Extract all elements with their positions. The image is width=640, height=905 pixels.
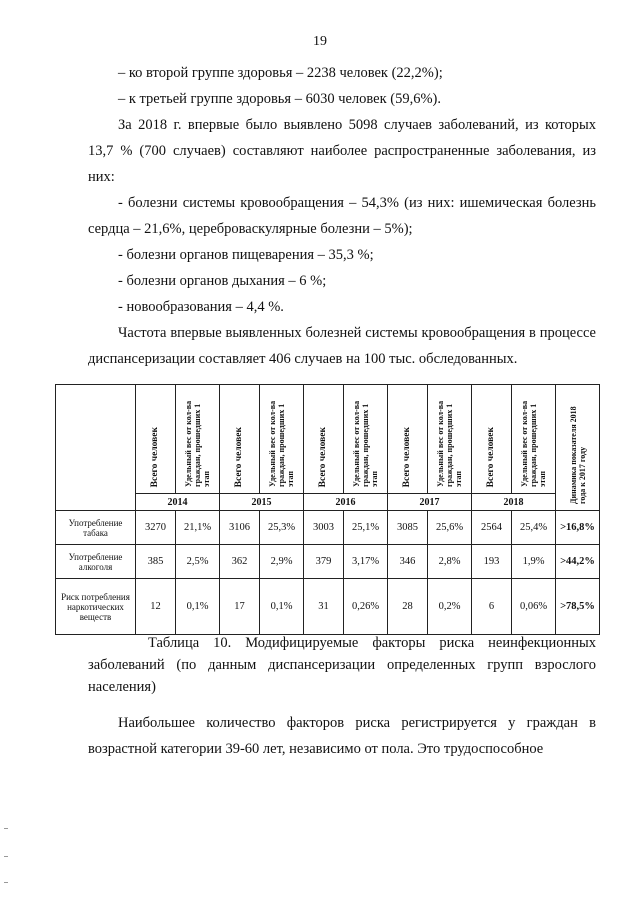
header-share-2018: Удельный вес от кол-ва граждан, прошедших 1 этап (512, 385, 556, 494)
table-caption: Таблица 10. Модифицируемые факторы риска неинфекционных заболеваний (по данным диспансеризации определенных групп взрослого населения) (88, 635, 596, 695)
table-cell: 362 (220, 545, 260, 579)
table-cell: 1,9% (512, 545, 556, 579)
year-2015: 2015 (220, 494, 304, 511)
table-cell: 193 (472, 545, 512, 579)
paragraph-circulatory: - болезни системы кровообращения – 54,3% (из них: ишемическая болезнь сердца – 21,6%, цереброваскулярные болезни – 5%); (88, 195, 596, 237)
table-cell: 17 (220, 579, 260, 635)
table-cell: 3106 (220, 511, 260, 545)
paragraph-digestive: - болезни органов пищеварения – 35,3 %; (118, 247, 374, 263)
dynamics-cell: >78,5% (556, 579, 600, 635)
header-dynamics: Динамика показателя 2018 года к 2017 году (556, 385, 600, 511)
header-corner (56, 385, 136, 511)
table-header-row (56, 385, 600, 494)
row-label: Употребление алкоголя (56, 545, 136, 579)
table-cell: 6 (472, 579, 512, 635)
table-cell: 0,2% (428, 579, 472, 635)
table-cell: 3,17% (344, 545, 388, 579)
table-cell: 12 (136, 579, 176, 635)
margin-mark (4, 856, 8, 857)
header-total-2017: Всего человек (388, 385, 428, 494)
page-number: 19 (313, 34, 327, 49)
row-label: Употребление табака (56, 511, 136, 545)
table-cell: 28 (388, 579, 428, 635)
table-cell: 346 (388, 545, 428, 579)
table-cell: 25,6% (428, 511, 472, 545)
table-cell: 21,1% (176, 511, 220, 545)
year-2017: 2017 (388, 494, 472, 511)
header-share-2014: Удельный вес от кол-ва граждан, прошедших 1 этап (176, 385, 220, 494)
year-2016: 2016 (304, 494, 388, 511)
table-cell: 385 (136, 545, 176, 579)
paragraph-frequency: Частота впервые выявленных болезней системы кровообращения в процессе диспансеризации составляет 406 случаев на 100 тыс. обследованных. (88, 325, 596, 367)
table-cell: 31 (304, 579, 344, 635)
table-cell: 3085 (388, 511, 428, 545)
header-share-2016: Удельный вес от кол-ва граждан, прошедших 1 этап (344, 385, 388, 494)
table-row-tobacco (56, 511, 600, 545)
header-total-2015: Всего человек (220, 385, 260, 494)
year-2018: 2018 (472, 494, 556, 511)
paragraph-respiratory: - болезни органов дыхания – 6 %; (118, 273, 327, 289)
paragraph-new-cases: За 2018 г. впервые было выявлено 5098 случаев заболеваний, из которых 13,7 % (700 случаев) составляют наиболее распространенные заболевания, из них: (88, 117, 596, 185)
table-cell: 2564 (472, 511, 512, 545)
header-total-2016: Всего человек (304, 385, 344, 494)
paragraph-risk-age: Наибольшее количество факторов риска регистрируется у граждан в возрастной категории 39-60 лет, независимо от пола. Это трудоспособное (88, 715, 596, 757)
table-cell: 25,1% (344, 511, 388, 545)
table-cell: 25,3% (260, 511, 304, 545)
table-cell: 2,5% (176, 545, 220, 579)
header-share-2017: Удельный вес от кол-ва граждан, прошедших 1 этап (428, 385, 472, 494)
paragraph-neoplasms: - новообразования – 4,4 %. (118, 299, 284, 315)
table-cell: 2,9% (260, 545, 304, 579)
margin-mark (4, 882, 8, 883)
header-total-2018: Всего человек (472, 385, 512, 494)
table-year-row (56, 494, 600, 511)
table-cell: 0,1% (260, 579, 304, 635)
paragraph-group-2: – ко второй группе здоровья – 2238 человек (22,2%); (118, 65, 443, 81)
table-row-drugs (56, 579, 600, 635)
table-cell: 25,4% (512, 511, 556, 545)
table-cell: 3270 (136, 511, 176, 545)
paragraph-group-3: – к третьей группе здоровья – 6030 человек (59,6%). (118, 91, 442, 107)
header-total-2014: Всего человек (136, 385, 176, 494)
margin-mark (4, 828, 8, 829)
table-cell: 0,1% (176, 579, 220, 635)
risk-factors-table (55, 384, 600, 635)
table-row-alcohol (56, 545, 600, 579)
row-label: Риск потребления наркотических веществ (56, 579, 136, 635)
dynamics-cell: >16,8% (556, 511, 600, 545)
table-cell: 379 (304, 545, 344, 579)
table-cell: 0,06% (512, 579, 556, 635)
dynamics-cell: >44,2% (556, 545, 600, 579)
table-cell: 3003 (304, 511, 344, 545)
table-cell: 0,26% (344, 579, 388, 635)
header-share-2015: Удельный вес от кол-ва граждан, прошедших 1 этап (260, 385, 304, 494)
year-2014: 2014 (136, 494, 220, 511)
table-cell: 2,8% (428, 545, 472, 579)
